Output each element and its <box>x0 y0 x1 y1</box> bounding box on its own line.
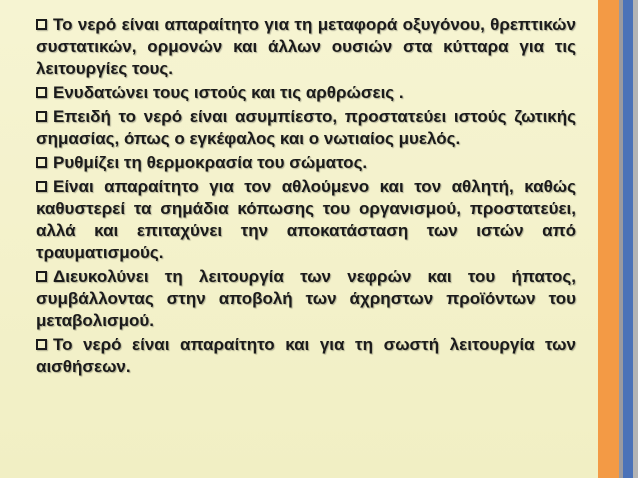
checkbox-icon <box>36 181 47 192</box>
bullet-item <box>36 152 576 174</box>
bullet-item <box>36 176 576 264</box>
bullet-text: Το νερό είναι απαραίτητο για τη μεταφορά οξυγόνου, θρεπτικών συστατικών, ορμονών και άλλων ουσιών στα κύτταρα για τις λειτουργίες τους. <box>36 15 576 78</box>
bullet-item <box>36 82 576 104</box>
bullet-item <box>36 266 576 332</box>
checkbox-icon <box>36 157 47 168</box>
orange-stripe <box>598 0 619 478</box>
bullet-text: Ρυθμίζει τη θερμοκρασία του σώματος. <box>53 153 368 172</box>
bullet-item <box>36 334 576 378</box>
bullet-text: Διευκολύνει τη λειτουργία των νεφρών και του ήπατος, συμβάλλοντας στην αποβολή των άχρηστων προϊόντων του μεταβολισμού. <box>36 267 576 330</box>
bullet-text: Το νερό είναι απαραίτητο και για τη σωστή λειτουργία των αισθήσεων. <box>36 335 576 376</box>
bullet-item <box>36 14 576 80</box>
bullet-text: Επειδή το νερό είναι ασυμπίεστο, προστατεύει ιστούς ζωτικής σημασίας, όπως ο εγκέφαλος και ο νωτιαίος μυελός. <box>36 107 576 148</box>
blue-stripe <box>623 0 633 478</box>
bullet-text: Ενυδατώνει τους ιστούς και τις αρθρώσεις . <box>53 83 404 102</box>
light-gray-stripe <box>633 0 638 478</box>
checkbox-icon <box>36 271 47 282</box>
bullet-list <box>36 14 576 380</box>
checkbox-icon <box>36 339 47 350</box>
checkbox-icon <box>36 87 47 98</box>
bullet-item <box>36 106 576 150</box>
checkbox-icon <box>36 111 47 122</box>
checkbox-icon <box>36 19 47 30</box>
bullet-text: Είναι απαραίτητο για τον αθλούμενο και τον αθλητή, καθώς καθυστερεί τα σημάδια κόπωσης του οργανισμού, προστατεύει, αλλά και επιταχύνει την αποκατάσταση των ιστών από τραυματισμούς. <box>36 177 576 262</box>
side-stripes <box>598 0 638 478</box>
